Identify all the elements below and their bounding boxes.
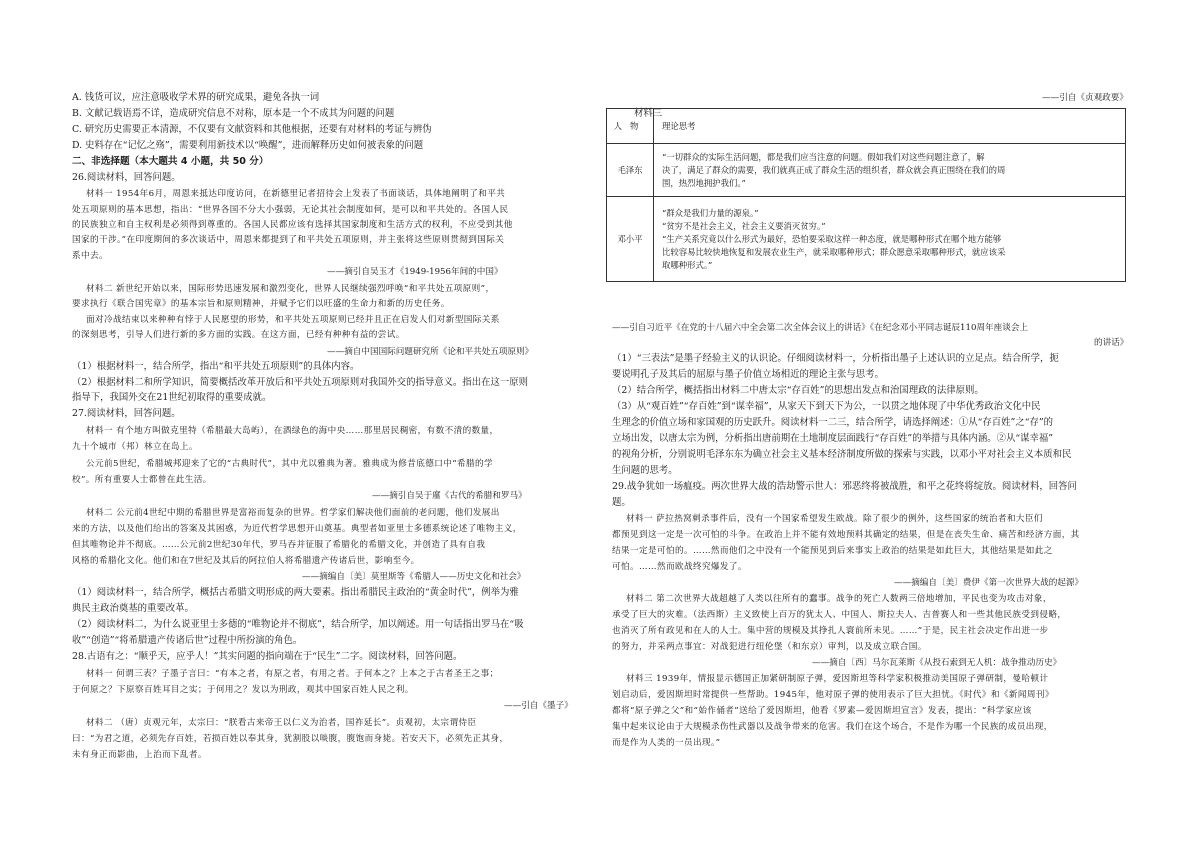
q27-title: 27.阅读材料，回答问题。 <box>72 408 181 419</box>
table-cell-content: “群众是我们力量的源泉。” “贫穷不是社会主义，社会主义要消灭贫穷。” “生产关系究竟以什么形式为最好，恐怕要采取这样一种态度，就是哪种形式在哪个地方能够 比较容易比较快地恢复和发展农业生产，就采取哪种形式；群众愿意采取哪种形式，就应该采 取哪种形式。” <box>654 197 1126 282</box>
q27-m2-line: 但其唯物论并不彻底。……公元前2世纪30年代，罗马吞并征服了希腊化的希腊文化，并创造了具有自我 <box>72 540 486 550</box>
q29-m2-line: 也消灭了所有政见和在人的人士。集中营的规模及其挣扎人寰前所未见。……”于是，民主社会决定作出进一步 <box>612 626 1049 636</box>
table-row <box>607 144 1126 197</box>
q28-title: 28.古语有之：“顺乎天，应乎人！”其实问题的指向端在于“民生”二字。阅读材料，回答问题。 <box>72 651 463 662</box>
option-c: C. 研究历史需要正本清源，不仅要有文献资料和其他根据，还要有对材料的考证与辨伪 <box>72 124 432 135</box>
q29-m1-line: 结果一定是可怕的。……然而他们之中没有一个能预见到后来事实上政治的结果是如此巨大，其他结果是如此之 <box>612 546 1053 556</box>
q29-m3-line: 而是作为人类的一员出现。” <box>612 738 721 748</box>
q28-subq: 立场出发，以唐太宗为例，分析指出唐前期在土地制度层面践行“存百姓”的举措与具体内涵。②从“谋幸福” <box>612 433 1054 444</box>
q28-m3-source: 的讲话》 <box>1094 338 1129 348</box>
q26-m2-line: 的深刻思考，引导人们进行新的多方面的实践。在这方面，已经有种种有益的尝试。 <box>72 330 405 340</box>
q28-m1-line: 于何原之？下原察百姓耳目之实；于何用之？发以为刑政，观其中国家百姓人民之利。 <box>72 685 414 695</box>
q28-m3-source: ——引自习近平《在党的十八届六中全会第二次全体会议上的讲话》《在纪念邓小平同志诞辰110周年座谈会上 <box>612 323 1029 333</box>
q28-m2-source: ——引自《贞观政要》 <box>1042 93 1128 103</box>
q27-subq: （2）阅读材料二，为什么说亚里士多德的“唯物论并不彻底”，结合所学，加以阐述。用一句话指出罗马在“吸 <box>72 619 524 630</box>
q27-subq: 典民主政治奠基的重要改革。 <box>72 603 194 614</box>
q29-m2-line: 的努力，并采两点事宜：对战犯进行纽伦堡（和东京）审判，以及成立联合国。 <box>612 642 927 652</box>
q26-m1-line: 处五项原则的基本思想，指出：“世界各国不分大小强弱，无论其社会制度如何，是可以和平共处的。各国人民 <box>72 205 509 215</box>
q27-m2-line: 材料二 公元前4世纪中期的希腊世界是富裕而复杂的世界。哲学家们解决他们面前的老问题，他们发展出 <box>86 508 500 518</box>
q28-m2-line: 曰：“为君之道，必须先存百姓，若损百姓以奉其身，犹割股以啖腹，腹饱而身毙。若安天下，必须先正其身， <box>72 734 509 744</box>
q29-m2-source: ——摘自〔西〕马尔瓦莱斯《从投石索到无人机：战争推动历史》 <box>812 658 1062 668</box>
q26-subq: （1）根据材料一，结合所学，指出“和平共处五项原则”的具体内容。 <box>72 361 360 372</box>
option-b: B. 文献记载语焉不详，造成研究信息不对称，原本是一个不成其为问题的问题 <box>72 108 395 119</box>
q28-subq: （1）“三表法”是墨子经验主义的认识论。仔细阅读材料一，分析指出墨子上述认识的立足点。结合所学，扼 <box>612 353 1059 364</box>
q28-subq: 生理念的价值立场和家国观的历史跃升。阅读材料一二三，结合所学，请选择阐述：①从“存百姓”之“存”的 <box>612 417 1054 428</box>
q26-m1-line: 系中去。 <box>72 251 108 261</box>
q26-m1-line: 的民族独立和自主权利是必须得到尊重的。各国人民都应该有选择其国家制度和生活方式的权利，不应受到其他 <box>72 220 513 230</box>
q28-m1-line: 材料一 何谓三表？子墨子言曰：“有本之者，有原之者，有用之者。于何本之？上本之于古者圣王之事； <box>86 669 499 679</box>
q28-subq: （3）从“观百姓”“存百姓”到“谋幸福”，从家天下到天下为公，一以贯之地体现了中华优秀政治文化中民 <box>612 401 1041 412</box>
q27-m1-source: ——摘引自吴于廑《古代的希腊和罗马》 <box>372 491 527 501</box>
table-cell-content: “一切群众的实际生活问题，都是我们应当注意的问题。假如我们对这些问题注意了，解 决了，满足了群众的需要，我们就真正成了群众生活的组织者，群众就会真正围绕在我们的周 围，热烈地拥护我们。” <box>654 144 1126 197</box>
q29-m3-line: 划启动后，爱因斯坦时常提供一些帮助。1945年，他对原子弹的使用表示了巨大担忧。《时代》和《新闻周刊》 <box>612 690 1054 700</box>
q28-m2-line: 材料二 （唐）贞观元年，太宗曰：“朕看古来帝王以仁义为治者，国祚延长”。贞观初，太宗谓侍臣 <box>86 718 477 728</box>
q29-m1-source: ——摘编自〔美〕费伊《第一次世界大战的起源》 <box>894 578 1084 588</box>
q29-m3-line: 材料三 1939年，情报显示德国正加紧研制原子弹，爱因斯坦等科学家积极推动美国原子弹研制，曼哈顿计 <box>626 674 1049 684</box>
table-cell-name: 邓小平 <box>607 197 654 282</box>
q26-m2-line: 材料二 新世纪开始以来，国际形势迅速发展和激烈变化，世界人民继续强烈呼唤“和平共处五项原则”， <box>86 284 495 294</box>
q26-m1-line: 国家的干涉。”在印度期间的多次谈话中，周恩来都提到了和平共处五项原则，并主张将这些原则贯彻到国际关 <box>72 235 505 245</box>
q26-subq: （2）根据材料二和所学知识，简要概括改革开放后和平共处五项原则对我国外交的指导意义。指出在这一原则 <box>72 377 528 388</box>
q26-m1-line: 材料一 1954年6月，周恩来抵达印度访问，在新德里记者招待会上发表了书面谈话，具体地阐明了和平共 <box>86 189 506 199</box>
table-row <box>607 109 1126 144</box>
q26-title: 26.阅读材料，回答问题。 <box>72 172 181 183</box>
section-heading: 二、非选择题（本大题共 4 小题，共 50 分） <box>72 156 269 167</box>
q28-m1-source: ——引自《墨子》 <box>504 701 573 711</box>
q29-m2-line: 材料二 第二次世界大战超越了人类以往所有的蠢事。战争的死亡人数两三倍地增加，平民也变为攻击对象， <box>626 594 1052 604</box>
q28-subq: 的视角分析，分别说明毛泽东东为确立社会主义基本经济制度所做的探索与实践，以邓小平对社会主义本质和民 <box>612 449 1072 460</box>
q26-subq: 指导下，我国外交在21世纪初取得的重要成就。 <box>72 392 272 403</box>
q29-title: 29.战争犹如一场瘟疫。两次世界大战的浩劫警示世人：邪恶终将被战胜，和平之花终将绽放。阅读材料，回答问 <box>612 481 1077 492</box>
q27-m2-source: ——摘编自〔美〕莫里斯等《希腊人——历史文化和社会》 <box>302 572 526 582</box>
q27-subq: 收”“创造”“将希腊遗产传诸后世”过程中所扮演的角色。 <box>72 635 303 646</box>
material3-label: 材料三 <box>634 108 663 119</box>
q26-m2-line: 面对冷战结束以来种种有悖于人民愿望的形势，和平共处五项原则已经并且正在启发人们对新型国际关系 <box>86 315 500 325</box>
q27-subq: （1）阅读材料一，结合所学，概括古希腊文明形成的两大要素。指出希腊民主政治的“黄金时代”，例举为雅 <box>72 587 519 598</box>
q26-m1-source: ——摘引自吴玉才《1949-1956年间的中国》 <box>327 267 503 277</box>
option-a: A. 钱货可议，应注意吸收学术界的研究成果，避免各执一词 <box>72 92 320 103</box>
q29-m1-line: 都预见到这一定是一次可怕的斗争。在政治上并不能有效地预料其确定的结果，但是在丧失生命、痛苦和经济方面，其 <box>612 530 1080 540</box>
option-d: D. 史料存在“记忆之殇”，需要利用新技术以“唤醒”，进而解释历史如何被表象的问题 <box>72 140 424 151</box>
q29-m3-line: 集中起来议论由于大规模杀伤性武器以及战争带来的危害。我们在这个场合，不是作为哪一个民族的成员出现， <box>612 722 1053 732</box>
q29-m2-line: 承受了巨大的灾难。（法西斯）主义致使上百万的犹太人、中国人、斯拉夫人、吉普赛人和一些其他民族受到侵略， <box>612 610 1067 620</box>
q27-m2-line: 风格的希腊化文化。他们和在7世纪及其后的阿拉伯人将希腊遗产传诸后世，影响至今。 <box>72 556 420 566</box>
q27-m2-line: 来的方法，以及他们给出的答案及其困惑，为近代哲学思想开山奠基。典型者如亚里士多德系统论述了唯物主义， <box>72 524 522 534</box>
q27-m1-line: 校”。所有重要人士都曾在此生活。 <box>72 475 212 485</box>
q29-m1-line: 材料一 萨拉热窝刺杀事件后，没有一个国家希望发生欧战。除了很少的例外，这些国家的统治者和大臣们 <box>626 514 1043 524</box>
q26-m2-line: 要求执行《联合国宪章》的基本宗旨和原则精神，并赋予它们以旺盛的生命力和新的历史任务。 <box>72 299 450 309</box>
q28-subq: （2）结合所学，概括指出材料二中唐太宗“存百姓”的思想出发点和治国理政的法律原则。 <box>612 385 984 396</box>
q29-m1-line: 可怕。……然而欧战终究爆发了。 <box>612 562 747 572</box>
q29-title: 题。 <box>612 497 631 508</box>
q27-m1-line: 公元前5世纪，希腊城邦迎来了它的“古典时代”，其中尤以雅典为著。雅典成为修昔底德口中“希腊的学 <box>86 459 493 469</box>
q27-m1-line: 材料一 有个地方叫做克里特（希腊最大岛屿），在酒绿色的海中央……那里居民稠密，有数不清的数量， <box>86 426 499 436</box>
q29-m3-line: 都将“原子弹之父”和“始作俑者”送给了爱因斯坦，他看《罗素—爱因斯坦宣言》发表，提出：“科学家应该 <box>612 706 1032 716</box>
q28-subq: 要说明孔子及其后的屈原与墨子价值立场相近的理论主张与思考。 <box>612 369 884 380</box>
theory-table <box>606 108 1126 282</box>
table-header-theory: 理论思考 <box>654 109 1126 144</box>
q28-subq: 生问题的思考。 <box>612 465 678 476</box>
q28-m2-line: 未有身正而影曲，上治而下乱者。 <box>72 750 207 760</box>
table-cell-name: 毛泽东 <box>607 144 654 197</box>
table-row <box>607 197 1126 282</box>
q27-m1-line: 九十个城市（邦）林立在岛上。 <box>72 442 198 452</box>
q26-m2-source: ——摘自中国国际问题研究所《论和平共处五项原则》 <box>327 347 534 357</box>
table-header-person: 人物 <box>607 109 654 144</box>
